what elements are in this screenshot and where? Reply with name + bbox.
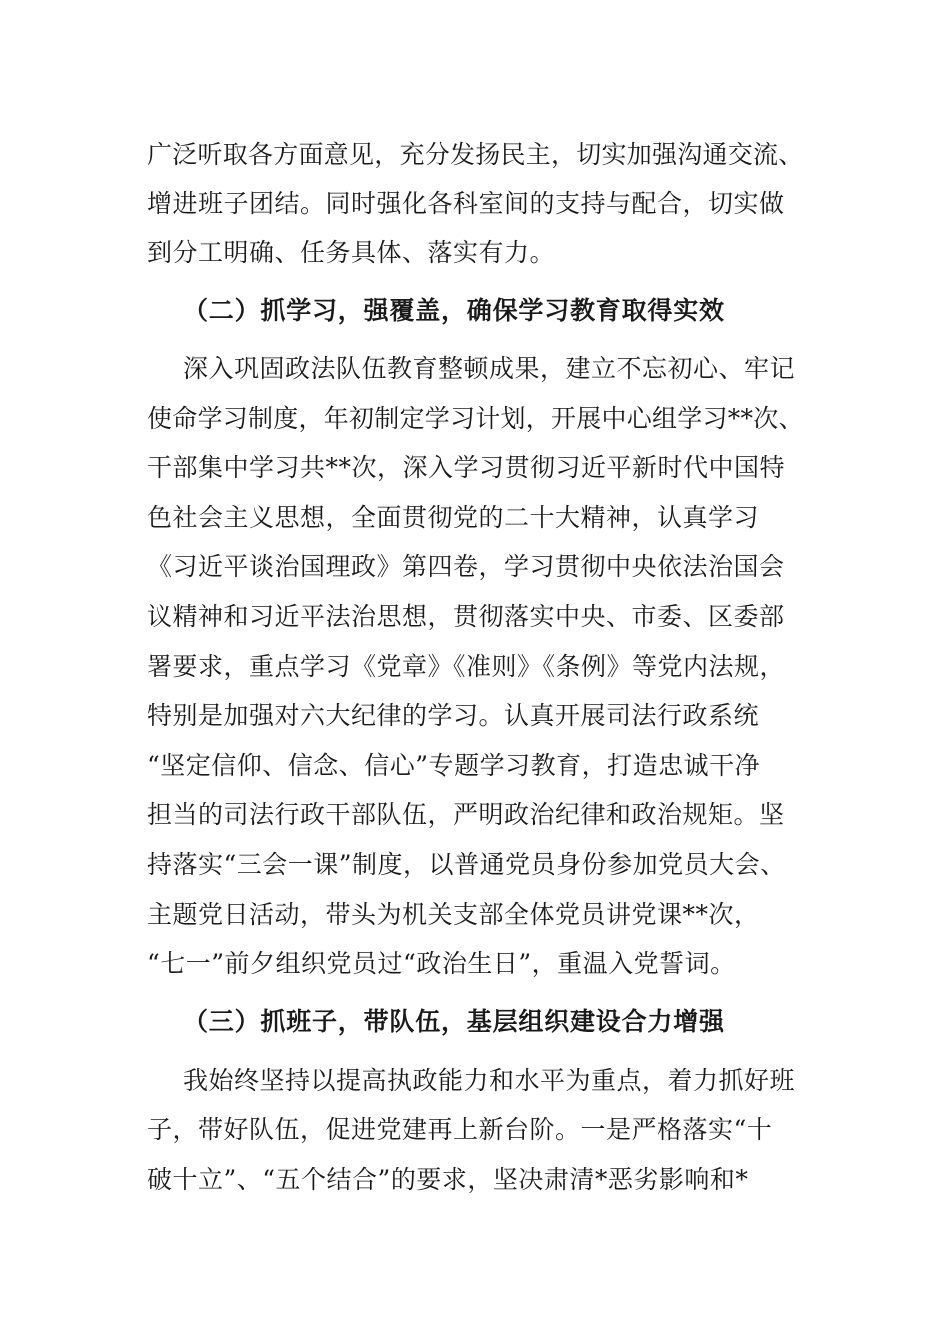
body-text-line: 干部集中学习共**次，深入学习贯彻习近平新时代中国特 (147, 453, 786, 482)
body-text-line: 持落实“三会一课”制度，以普通党员身份参加党员大会、 (147, 850, 786, 879)
body-text-line: “七一”前夕组织党员过“政治生日”，重温入党誓词。 (147, 949, 736, 978)
body-text-line: 使命学习制度，年初制定学习计划，开展中心组学习**次、 (147, 404, 804, 433)
section-heading-3: （三）抓班子，带队伍，基层组织建设合力增强 (183, 1007, 725, 1036)
body-text-line: 主题党日活动，带头为机关支部全体党员讲党课**次， (147, 900, 760, 929)
body-text-line: 特别是加强对六大纪律的学习。认真开展司法行政系统 (147, 701, 760, 730)
body-text-line: 担当的司法行政干部队伍，严明政治纪律和政治规矩。坚 (147, 800, 785, 829)
body-text-line: 《习近平谈治国理政》第四卷，学习贯彻中央依法治国会 (147, 552, 785, 581)
body-text-line: 子，带好队伍，促进党建再上新台阶。一是严格落实“十 (147, 1115, 773, 1144)
body-text-line: 破十立”、“五个结合”的要求，坚决肃清*恶劣影响和* (147, 1165, 749, 1194)
body-text-line: “坚定信仰、信念、信心”专题学习教育，打造忠诚干净 (147, 751, 761, 780)
body-text-line: 增进班子团结。同时强化各科室间的支持与配合，切实做 (147, 189, 785, 218)
body-text-line: 我始终坚持以提高执政能力和水平为重点，着力抓好班 (183, 1066, 796, 1095)
body-text-line: 议精神和习近平法治思想，贯彻落实中央、市委、区委部 (147, 602, 785, 631)
section-heading-2: （二）抓学习，强覆盖，确保学习教育取得实效 (183, 296, 725, 325)
body-text-line: 色社会主义思想，全面贯彻党的二十大精神，认真学习 (147, 503, 760, 532)
body-text-line: 署要求，重点学习《党章》《准则》《条例》等党内法规， (147, 652, 786, 681)
body-text-line: 深入巩固政法队伍教育整顿成果，建立不忘初心、牢记 (183, 354, 796, 383)
body-text-line: 到分工明确、任务具体、落实有力。 (147, 238, 556, 267)
body-text-line: 广泛听取各方面意见，充分发扬民主，切实加强沟通交流、 (147, 140, 804, 169)
